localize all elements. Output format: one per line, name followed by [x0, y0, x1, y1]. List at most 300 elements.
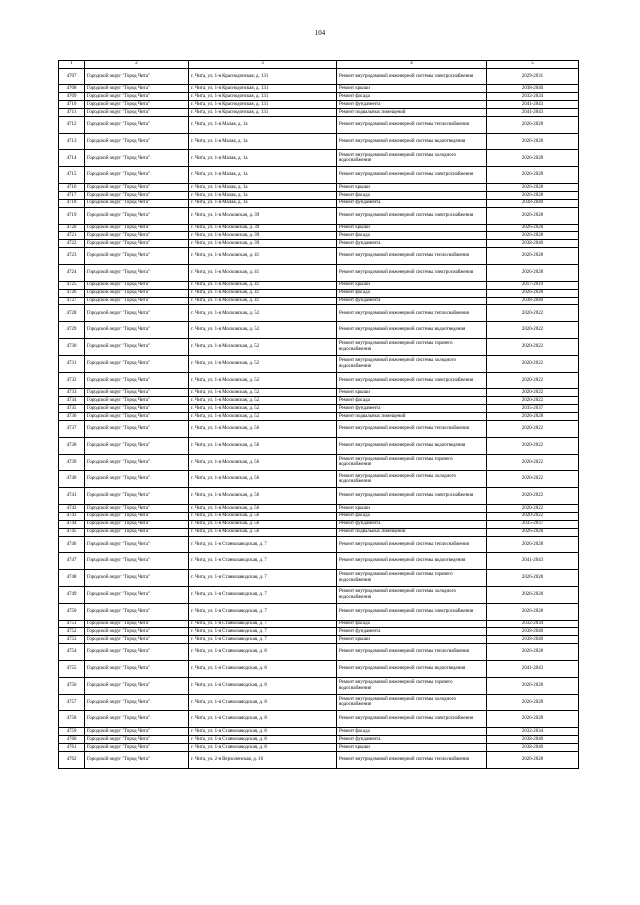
- municipality-cell: Городской округ "Город Чита": [85, 421, 189, 438]
- table-row: [59, 207, 579, 224]
- row-number-cell: 4727: [59, 297, 85, 305]
- address-cell: г. Чита, ул. 1-я Московская, д. 56: [189, 520, 337, 528]
- row-number-cell: 4755: [59, 661, 85, 678]
- municipality-cell: Городской округ "Город Чита": [85, 520, 189, 528]
- row-number-cell: 4723: [59, 248, 85, 265]
- period-cell: 2026-2028: [487, 711, 579, 728]
- municipality-cell: Городской округ "Город Чита": [85, 570, 189, 587]
- work-type-cell: Ремонт фасада: [337, 397, 487, 405]
- address-cell: г. Чита, ул. 1-я Московская, д. 56: [189, 454, 337, 471]
- address-cell: г. Чита, ул. 1-я Станкозаводская, д. 8: [189, 644, 337, 661]
- capital-repair-table: [58, 60, 579, 769]
- work-type-cell: Ремонт подвальных помещений: [337, 108, 487, 116]
- table-row: [59, 570, 579, 587]
- work-type-cell: Ремонт крыши: [337, 85, 487, 93]
- period-cell: 2038-2040: [487, 736, 579, 744]
- row-number-cell: 4711: [59, 108, 85, 116]
- table-row: [59, 553, 579, 570]
- address-cell: г. Чита, ул. 1-я Московская, д. 56: [189, 528, 337, 536]
- address-cell: г. Чита, ул. 1-я Краснодонская, д. 131: [189, 93, 337, 101]
- municipality-cell: Городской округ "Город Чита": [85, 101, 189, 109]
- address-cell: г. Чита, ул. 1-я Московская, д. 52: [189, 305, 337, 322]
- row-number-cell: 4733: [59, 389, 85, 397]
- row-number-cell: 4742: [59, 504, 85, 512]
- row-number-cell: 4746: [59, 536, 85, 553]
- period-cell: 2026-2028: [487, 116, 579, 133]
- table-row: [59, 636, 579, 644]
- municipality-cell: Городской округ "Город Чита": [85, 264, 189, 281]
- row-number-cell: 4748: [59, 570, 85, 587]
- column-header: 2: [85, 61, 189, 69]
- period-cell: 2020-2022: [487, 372, 579, 389]
- row-number-cell: 4728: [59, 305, 85, 322]
- period-cell: 2038-2040: [487, 628, 579, 636]
- table-row: [59, 133, 579, 150]
- row-number-cell: 4730: [59, 339, 85, 356]
- municipality-cell: Городской округ "Город Чита": [85, 68, 189, 85]
- work-type-cell: Ремонт фасада: [337, 512, 487, 520]
- work-type-cell: Ремонт внутридомовой инженерной системы водоотведения: [337, 322, 487, 339]
- period-cell: 2020-2022: [487, 421, 579, 438]
- work-type-cell: Ремонт крыши: [337, 224, 487, 232]
- address-cell: г. Чита, ул. 1-я Станкозаводская, д. 7: [189, 628, 337, 636]
- table-row: [59, 248, 579, 265]
- municipality-cell: Городской округ "Город Чита": [85, 207, 189, 224]
- municipality-cell: Городской округ "Город Чита": [85, 184, 189, 192]
- table-row: [59, 355, 579, 372]
- table-row: [59, 528, 579, 536]
- municipality-cell: Городской округ "Город Чита": [85, 711, 189, 728]
- municipality-cell: Городской округ "Город Чита": [85, 191, 189, 199]
- period-cell: 2020-2022: [487, 305, 579, 322]
- period-cell: 2026-2028: [487, 603, 579, 620]
- address-cell: г. Чита, ул. 1-я Станкозаводская, д. 7: [189, 586, 337, 603]
- work-type-cell: Ремонт фундамента: [337, 736, 487, 744]
- municipality-cell: Городской округ "Город Чита": [85, 133, 189, 150]
- period-cell: 2026-2028: [487, 150, 579, 167]
- period-cell: 2020-2022: [487, 322, 579, 339]
- municipality-cell: Городской округ "Город Чита": [85, 636, 189, 644]
- period-cell: 2026-2028: [487, 184, 579, 192]
- municipality-cell: Городской округ "Город Чита": [85, 281, 189, 289]
- row-number-cell: 4743: [59, 512, 85, 520]
- municipality-cell: Городской округ "Город Чита": [85, 199, 189, 207]
- row-number-cell: 4741: [59, 488, 85, 505]
- municipality-cell: Городской округ "Город Чита": [85, 528, 189, 536]
- period-cell: 2029-2031: [487, 68, 579, 85]
- row-number-cell: 4729: [59, 322, 85, 339]
- work-type-cell: Ремонт внутридомовой инженерной системы электроснабжения: [337, 68, 487, 85]
- municipality-cell: Городской округ "Город Чита": [85, 644, 189, 661]
- table-row: [59, 711, 579, 728]
- address-cell: г. Чита, ул. 1-я Малая, д. 1а: [189, 133, 337, 150]
- table-row: [59, 536, 579, 553]
- address-cell: г. Чита, ул. 1-я Станкозаводская, д. 8: [189, 743, 337, 751]
- row-number-cell: 4709: [59, 93, 85, 101]
- row-number-cell: 4724: [59, 264, 85, 281]
- row-number-cell: 4715: [59, 167, 85, 184]
- address-cell: г. Чита, ул. 1-я Московская, д. 41: [189, 248, 337, 265]
- address-cell: г. Чита, ул. 1-я Московская, д. 52: [189, 339, 337, 356]
- municipality-cell: Городской округ "Город Чита": [85, 150, 189, 167]
- address-cell: г. Чита, ул. 1-я Московская, д. 52: [189, 355, 337, 372]
- work-type-cell: Ремонт внутридомовой инженерной системы теплоснабжения: [337, 116, 487, 133]
- work-type-cell: Ремонт крыши: [337, 281, 487, 289]
- row-number-cell: 4761: [59, 743, 85, 751]
- municipality-cell: Городской округ "Город Чита": [85, 405, 189, 413]
- address-cell: г. Чита, ул. 1-я Станкозаводская, д. 7: [189, 570, 337, 587]
- work-type-cell: Ремонт внутридомовой инженерной системы водоотведения: [337, 553, 487, 570]
- period-cell: 2038-2040: [487, 85, 579, 93]
- municipality-cell: Городской округ "Город Чита": [85, 116, 189, 133]
- work-type-cell: Ремонт фасада: [337, 728, 487, 736]
- work-type-cell: Ремонт внутридомовой инженерной системы электроснабжения: [337, 711, 487, 728]
- column-header: 4: [337, 61, 487, 69]
- table-row: [59, 751, 579, 768]
- period-cell: 2038-2040: [487, 636, 579, 644]
- work-type-cell: Ремонт внутридомовой инженерной системы холодного водоснабжения: [337, 586, 487, 603]
- work-type-cell: Ремонт внутридомовой инженерной системы теплоснабжения: [337, 536, 487, 553]
- period-cell: 2026-2028: [487, 232, 579, 240]
- table-row: [59, 743, 579, 751]
- table-row: [59, 413, 579, 421]
- municipality-cell: Городской округ "Город Чита": [85, 224, 189, 232]
- table-row: [59, 199, 579, 207]
- period-cell: 2035-2037: [487, 405, 579, 413]
- row-number-cell: 4735: [59, 405, 85, 413]
- work-type-cell: Ремонт фасада: [337, 289, 487, 297]
- municipality-cell: Городской округ "Город Чита": [85, 397, 189, 405]
- period-cell: 2041-2043: [487, 553, 579, 570]
- address-cell: г. Чита, ул. 1-я Московская, д. 39: [189, 240, 337, 248]
- address-cell: г. Чита, ул. 1-я Краснодонская, д. 131: [189, 108, 337, 116]
- address-cell: г. Чита, ул. 1-я Станкозаводская, д. 8: [189, 728, 337, 736]
- table-row: [59, 339, 579, 356]
- period-cell: 2026-2028: [487, 289, 579, 297]
- municipality-cell: Городской округ "Город Чита": [85, 694, 189, 711]
- table-row: [59, 167, 579, 184]
- address-cell: г. Чита, ул. 1-я Краснодонская, д. 131: [189, 101, 337, 109]
- address-cell: г. Чита, ул. 1-я Малая, д. 1а: [189, 199, 337, 207]
- address-cell: г. Чита, ул. 1-я Станкозаводская, д. 8: [189, 736, 337, 744]
- address-cell: г. Чита, ул. 1-я Станкозаводская, д. 7: [189, 603, 337, 620]
- row-number-cell: 4726: [59, 289, 85, 297]
- municipality-cell: Городской округ "Город Чита": [85, 488, 189, 505]
- work-type-cell: Ремонт внутридомовой инженерной системы электроснабжения: [337, 167, 487, 184]
- work-type-cell: Ремонт фундамента: [337, 199, 487, 207]
- address-cell: г. Чита, ул. 1-я Московская, д. 41: [189, 281, 337, 289]
- municipality-cell: Городской округ "Город Чита": [85, 471, 189, 488]
- municipality-cell: Городской округ "Город Чита": [85, 297, 189, 305]
- work-type-cell: Ремонт фасада: [337, 620, 487, 628]
- period-cell: 2020-2022: [487, 397, 579, 405]
- table-row: [59, 191, 579, 199]
- municipality-cell: Городской округ "Город Чита": [85, 620, 189, 628]
- row-number-cell: 4750: [59, 603, 85, 620]
- address-cell: г. Чита, ул. 1-я Малая, д. 1а: [189, 191, 337, 199]
- address-cell: г. Чита, ул. 1-я Краснодонская, д. 131: [189, 68, 337, 85]
- work-type-cell: Ремонт внутридомовой инженерной системы водоотведения: [337, 133, 487, 150]
- municipality-cell: Городской округ "Город Чита": [85, 305, 189, 322]
- municipality-cell: Городской округ "Город Чита": [85, 751, 189, 768]
- municipality-cell: Городской округ "Город Чита": [85, 355, 189, 372]
- table-row: [59, 108, 579, 116]
- period-cell: 2026-2028: [487, 586, 579, 603]
- period-cell: 2032-2034: [487, 620, 579, 628]
- work-type-cell: Ремонт внутридомовой инженерной системы холодного водоснабжения: [337, 355, 487, 372]
- table-row: [59, 677, 579, 694]
- address-cell: г. Чита, ул. 1-я Московская, д. 52: [189, 389, 337, 397]
- table-row: [59, 586, 579, 603]
- work-type-cell: Ремонт фасада: [337, 93, 487, 101]
- municipality-cell: Городской округ "Город Чита": [85, 736, 189, 744]
- work-type-cell: Ремонт фасада: [337, 232, 487, 240]
- address-cell: г. Чита, ул. 1-я Московская, д. 41: [189, 289, 337, 297]
- row-number-cell: 4719: [59, 207, 85, 224]
- table-row: [59, 437, 579, 454]
- work-type-cell: Ремонт внутридомовой инженерной системы электроснабжения: [337, 488, 487, 505]
- address-cell: г. Чита, ул. 1-я Малая, д. 1а: [189, 116, 337, 133]
- table-row: [59, 224, 579, 232]
- municipality-cell: Городской округ "Город Чита": [85, 553, 189, 570]
- row-number-cell: 4740: [59, 471, 85, 488]
- municipality-cell: Городской округ "Город Чита": [85, 586, 189, 603]
- period-cell: 2026-2028: [487, 570, 579, 587]
- period-cell: 2026-2028: [487, 694, 579, 711]
- row-number-cell: 4756: [59, 677, 85, 694]
- municipality-cell: Городской округ "Город Чита": [85, 743, 189, 751]
- row-number-cell: 4754: [59, 644, 85, 661]
- address-cell: г. Чита, ул. 1-я Станкозаводская, д. 8: [189, 711, 337, 728]
- period-cell: 2020-2022: [487, 504, 579, 512]
- period-cell: 2026-2028: [487, 191, 579, 199]
- period-cell: 2026-2028: [487, 248, 579, 265]
- municipality-cell: Городской округ "Город Чита": [85, 289, 189, 297]
- address-cell: г. Чита, ул. 1-я Малая, д. 1а: [189, 184, 337, 192]
- row-number-cell: 4717: [59, 191, 85, 199]
- period-cell: 2020-2022: [487, 488, 579, 505]
- municipality-cell: Городской округ "Город Чита": [85, 232, 189, 240]
- municipality-cell: Городской округ "Город Чита": [85, 728, 189, 736]
- row-number-cell: 4720: [59, 224, 85, 232]
- row-number-cell: 4707: [59, 68, 85, 85]
- municipality-cell: Городской округ "Город Чита": [85, 240, 189, 248]
- work-type-cell: Ремонт фундамента: [337, 405, 487, 413]
- page-number: 104: [314, 29, 326, 37]
- period-cell: 2026-2028: [487, 133, 579, 150]
- work-type-cell: Ремонт внутридомовой инженерной системы электроснабжения: [337, 207, 487, 224]
- period-cell: 2026-2028: [487, 264, 579, 281]
- address-cell: г. Чита, ул. 1-я Малая, д. 1а: [189, 150, 337, 167]
- work-type-cell: Ремонт внутридомовой инженерной системы электроснабжения: [337, 372, 487, 389]
- column-header: 1: [59, 61, 85, 69]
- row-number-cell: 4725: [59, 281, 85, 289]
- table-row: [59, 184, 579, 192]
- row-number-cell: 4762: [59, 751, 85, 768]
- table-row: [59, 240, 579, 248]
- municipality-cell: Городской округ "Город Чита": [85, 512, 189, 520]
- work-type-cell: Ремонт подвальных помещений: [337, 528, 487, 536]
- address-cell: г. Чита, ул. 1-я Краснодонская, д. 131: [189, 85, 337, 93]
- municipality-cell: Городской округ "Город Чита": [85, 454, 189, 471]
- address-cell: г. Чита, ул. 1-я Станкозаводская, д. 7: [189, 536, 337, 553]
- row-number-cell: 4747: [59, 553, 85, 570]
- address-cell: г. Чита, ул. 1-я Московская, д. 52: [189, 322, 337, 339]
- address-cell: г. Чита, ул. 1-я Московская, д. 52: [189, 397, 337, 405]
- row-number-cell: 4718: [59, 199, 85, 207]
- row-number-cell: 4758: [59, 711, 85, 728]
- address-cell: г. Чита, ул. 1-я Станкозаводская, д. 8: [189, 677, 337, 694]
- municipality-cell: Городской округ "Город Чита": [85, 339, 189, 356]
- work-type-cell: Ремонт внутридомовой инженерной системы горячего водоснабжения: [337, 677, 487, 694]
- table-row: [59, 628, 579, 636]
- period-cell: 2038-2040: [487, 297, 579, 305]
- table-row: [59, 232, 579, 240]
- period-cell: 2026-2028: [487, 528, 579, 536]
- table-row: [59, 150, 579, 167]
- address-cell: г. Чита, ул. 1-я Станкозаводская, д. 8: [189, 694, 337, 711]
- work-type-cell: Ремонт подвальных помещений: [337, 413, 487, 421]
- address-cell: г. Чита, ул. 1-я Московская, д. 56: [189, 512, 337, 520]
- work-type-cell: Ремонт крыши: [337, 389, 487, 397]
- work-type-cell: Ремонт внутридомовой инженерной системы теплоснабжения: [337, 644, 487, 661]
- period-cell: 2032-2034: [487, 93, 579, 101]
- address-cell: г. Чита, ул. 1-я Московская, д. 41: [189, 297, 337, 305]
- work-type-cell: Ремонт внутридомовой инженерной системы горячего водоснабжения: [337, 570, 487, 587]
- municipality-cell: Городской округ "Город Чита": [85, 437, 189, 454]
- table-row: [59, 397, 579, 405]
- address-cell: г. Чита, ул. 1-я Московская, д. 52: [189, 372, 337, 389]
- municipality-cell: Городской округ "Город Чита": [85, 536, 189, 553]
- work-type-cell: Ремонт фундамента: [337, 240, 487, 248]
- address-cell: г. Чита, ул. 1-я Московская, д. 52: [189, 413, 337, 421]
- table-row: [59, 620, 579, 628]
- row-number-cell: 4744: [59, 520, 85, 528]
- table-row: [59, 101, 579, 109]
- municipality-cell: Городской округ "Город Чита": [85, 108, 189, 116]
- row-number-cell: 4760: [59, 736, 85, 744]
- period-cell: 2041-2043: [487, 108, 579, 116]
- period-cell: 2020-2022: [487, 437, 579, 454]
- table-row: [59, 512, 579, 520]
- work-type-cell: Ремонт внутридомовой инженерной системы холодного водоснабжения: [337, 471, 487, 488]
- table-row: [59, 281, 579, 289]
- row-number-cell: 4708: [59, 85, 85, 93]
- address-cell: г. Чита, ул. 2-я Верхоленская, д. 16: [189, 751, 337, 768]
- work-type-cell: Ремонт крыши: [337, 636, 487, 644]
- period-cell: 2026-2028: [487, 207, 579, 224]
- address-cell: г. Чита, ул. 1-я Станкозаводская, д. 8: [189, 661, 337, 678]
- address-cell: г. Чита, ул. 1-я Московская, д. 56: [189, 488, 337, 505]
- address-cell: г. Чита, ул. 1-я Станкозаводская, д. 7: [189, 636, 337, 644]
- period-cell: 2020-2022: [487, 471, 579, 488]
- table-row: [59, 520, 579, 528]
- row-number-cell: 4722: [59, 240, 85, 248]
- period-cell: 2026-2028: [487, 167, 579, 184]
- row-number-cell: 4757: [59, 694, 85, 711]
- work-type-cell: Ремонт фундамента: [337, 297, 487, 305]
- address-cell: г. Чита, ул. 1-я Станкозаводская, д. 7: [189, 553, 337, 570]
- row-number-cell: 4716: [59, 184, 85, 192]
- row-number-cell: 4752: [59, 628, 85, 636]
- municipality-cell: Городской округ "Город Чита": [85, 603, 189, 620]
- municipality-cell: Городской округ "Город Чита": [85, 661, 189, 678]
- table-row: [59, 389, 579, 397]
- address-cell: г. Чита, ул. 1-я Московская, д. 39: [189, 224, 337, 232]
- period-cell: 2041-2043: [487, 661, 579, 678]
- work-type-cell: Ремонт фасада: [337, 191, 487, 199]
- work-type-cell: Ремонт внутридомовой инженерной системы холодного водоснабжения: [337, 694, 487, 711]
- row-number-cell: 4749: [59, 586, 85, 603]
- table-row: [59, 603, 579, 620]
- period-cell: 2026-2028: [487, 536, 579, 553]
- address-cell: г. Чита, ул. 1-я Московская, д. 56: [189, 421, 337, 438]
- table-row: [59, 644, 579, 661]
- work-type-cell: Ремонт внутридомовой инженерной системы электроснабжения: [337, 603, 487, 620]
- work-type-cell: Ремонт внутридомовой инженерной системы водоотведения: [337, 661, 487, 678]
- table-row: [59, 297, 579, 305]
- table-row: [59, 405, 579, 413]
- table-row: [59, 116, 579, 133]
- work-type-cell: Ремонт фундамента: [337, 628, 487, 636]
- row-number-cell: 4714: [59, 150, 85, 167]
- work-type-cell: Ремонт крыши: [337, 184, 487, 192]
- table-row: [59, 93, 579, 101]
- municipality-cell: Городской округ "Город Чита": [85, 677, 189, 694]
- work-type-cell: Ремонт фундамента: [337, 101, 487, 109]
- row-number-cell: 4738: [59, 437, 85, 454]
- period-cell: 2038-2040: [487, 199, 579, 207]
- table-row: [59, 289, 579, 297]
- work-type-cell: Ремонт внутридомовой инженерной системы теплоснабжения: [337, 421, 487, 438]
- row-number-cell: 4753: [59, 636, 85, 644]
- table-row: [59, 471, 579, 488]
- period-cell: 2038-2040: [487, 743, 579, 751]
- table-row: [59, 68, 579, 85]
- table-row: [59, 421, 579, 438]
- row-number-cell: 4736: [59, 413, 85, 421]
- table-row: [59, 85, 579, 93]
- municipality-cell: Городской округ "Город Чита": [85, 628, 189, 636]
- work-type-cell: Ремонт внутридомовой инженерной системы горячего водоснабжения: [337, 454, 487, 471]
- row-number-cell: 4732: [59, 372, 85, 389]
- table-row: [59, 372, 579, 389]
- period-cell: 2026-2028: [487, 751, 579, 768]
- row-number-cell: 4751: [59, 620, 85, 628]
- table-row: [59, 736, 579, 744]
- address-cell: г. Чита, ул. 1-я Московская, д. 39: [189, 207, 337, 224]
- column-header: 3: [189, 61, 337, 69]
- row-number-cell: 4739: [59, 454, 85, 471]
- address-cell: г. Чита, ул. 1-я Малая, д. 1а: [189, 167, 337, 184]
- period-cell: 2026-2028: [487, 413, 579, 421]
- table-header-row: [59, 61, 579, 69]
- row-number-cell: 4745: [59, 528, 85, 536]
- work-type-cell: Ремонт крыши: [337, 504, 487, 512]
- period-cell: 2026-2028: [487, 644, 579, 661]
- address-cell: г. Чита, ул. 1-я Московская, д. 56: [189, 471, 337, 488]
- table-row: [59, 694, 579, 711]
- work-type-cell: Ремонт внутридомовой инженерной системы холодного водоснабжения: [337, 150, 487, 167]
- address-cell: г. Чита, ул. 1-я Московская, д. 52: [189, 405, 337, 413]
- row-number-cell: 4710: [59, 101, 85, 109]
- period-cell: 2026-2028: [487, 677, 579, 694]
- table-row: [59, 488, 579, 505]
- address-cell: г. Чита, ул. 1-я Московская, д. 56: [189, 504, 337, 512]
- table-row: [59, 264, 579, 281]
- table-row: [59, 322, 579, 339]
- row-number-cell: 4721: [59, 232, 85, 240]
